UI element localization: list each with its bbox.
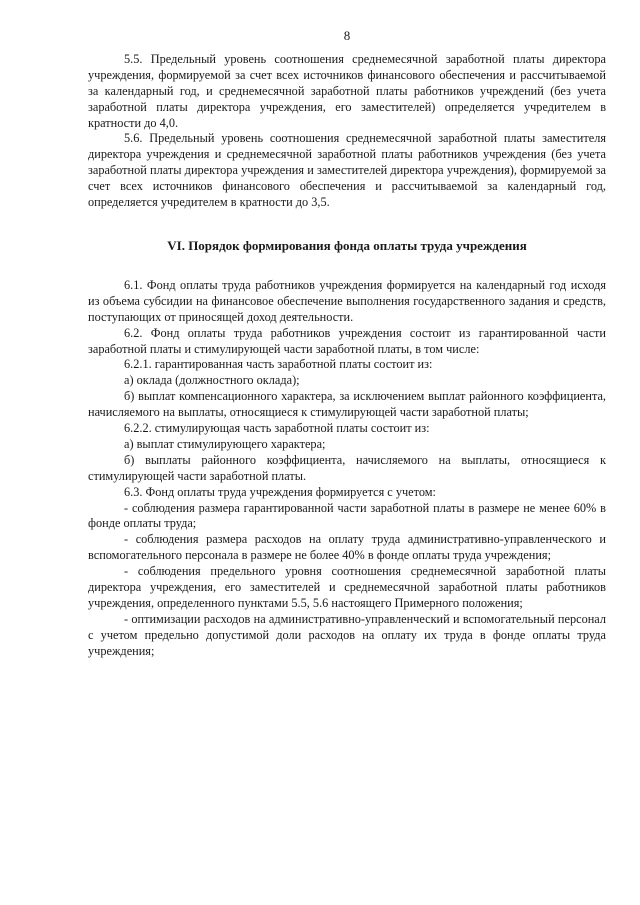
bullet-item-2: - соблюдения размера расходов на оплату труда административно-управленческого и вспомогательного персонала в размере не более 40% в фонде оплаты труда учреждения; xyxy=(88,532,606,563)
paragraph-6-3: 6.3. Фонд оплаты труда учреждения формируется с учетом: xyxy=(124,484,436,499)
paragraph-6-1: 6.1. Фонд оплаты труда работников учреждения формируется на календарный год исходя из объема субсидии на финансовое обеспечение выполнения государственного задания и средств, поступающих от приносящей доход деятельности. xyxy=(88,277,606,324)
document-page xyxy=(88,28,606,660)
paragraph-6-2-2: 6.2.2. стимулирующая часть заработной платы состоит из: xyxy=(124,421,430,436)
section-heading: VI. Порядок формирования фонда оплаты труда учреждения xyxy=(167,237,527,253)
paragraph-6-2-1: 6.2.1. гарантированная часть заработной платы состоит из: xyxy=(124,357,433,372)
list-item-6-2-2-a: а) выплат стимулирующего характера; xyxy=(124,436,326,451)
bullet-item-4: - оптимизации расходов на административно-управленческий и вспомогательный персонал с учетом предельно допустимой доли расходов на оплату их труда в фонде оплаты труда учреждения; xyxy=(88,611,606,658)
list-item-6-2-1-b: б) выплат компенсационного характера, за исключением выплат районного коэффициента, начисляемого на выплаты, относящиеся к стимулирующей части заработной платы; xyxy=(88,389,606,420)
paragraph-5-6: 5.6. Предельный уровень соотношения среднемесячной заработной платы заместителя директора учреждения и среднемесячной заработной платы работников учреждения (без учета заработной платы директора учреждения и заместителей директора учреждения), формируемой за счет всех источников финансового обеспечения и рассчитываемой за календарный год, определяется учредителем в кратности до 3,5. xyxy=(88,131,606,210)
list-item-6-2-1-a: а) оклада (должностного оклада); xyxy=(124,373,300,388)
paragraph-5-5: 5.5. Предельный уровень соотношения среднемесячной заработной платы директора учреждения, формируемой за счет всех источников финансового обеспечения и рассчитываемой за календарный год, и среднемесячной заработной платы работников учреждений (без учета заработной платы директора учреждения, его заместителей) определяется учредителем в кратности до 4,0. xyxy=(88,51,606,130)
paragraph-6-2: 6.2. Фонд оплаты труда работников учреждения состоит из гарантированной части заработной платы и стимулирующей части заработной платы, в том числе: xyxy=(88,325,606,356)
bullet-item-3: - соблюдения предельного уровня соотношения среднемесячной заработной платы директора учреждения, его заместителей и среднемесячной заработной платы работников учреждения, определенного пунктами 5.5, 5.6 настоящего Примерного положения; xyxy=(88,564,606,610)
bullet-item-1: - соблюдения размера гарантированной части заработной платы в размере не менее 60% в фонде оплаты труда; xyxy=(88,500,606,531)
list-item-6-2-2-b: б) выплаты районного коэффициента, начисляемого на выплаты, относящиеся к стимулирующей части заработной платы. xyxy=(88,452,606,483)
page-number: 8 xyxy=(343,28,351,43)
